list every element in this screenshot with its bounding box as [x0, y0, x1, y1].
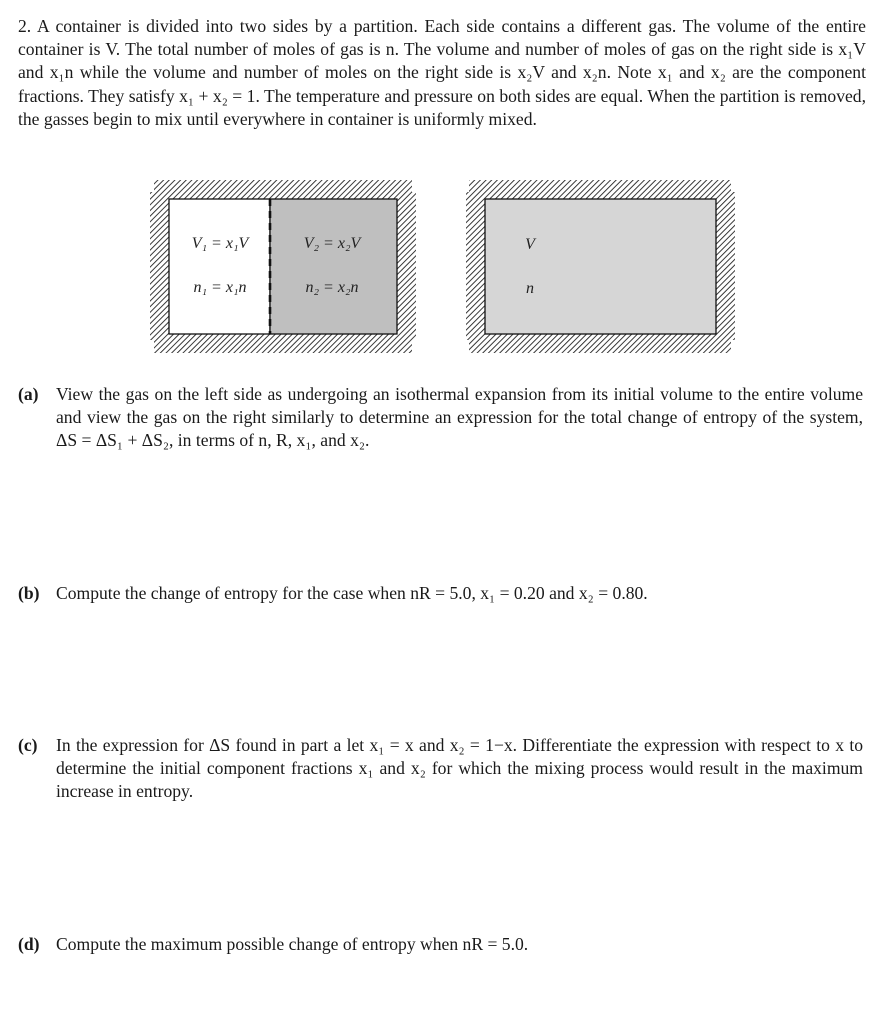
container-wall-bottom [469, 334, 731, 353]
container-figure [148, 178, 738, 358]
part-c [18, 734, 863, 804]
container-wall-top [469, 180, 731, 199]
v1-label: V₁ = x₁V [191, 235, 249, 252]
v2-label: V₂ = x₂V [303, 235, 361, 252]
part-d-label: (d) [18, 934, 40, 954]
container-wall-right [716, 192, 735, 340]
part-c-label: (c) [18, 735, 38, 755]
container-wall-top [154, 180, 412, 199]
right-gas-region [270, 199, 397, 334]
partitioned-container [150, 180, 416, 353]
mixed-gas-region [485, 199, 716, 334]
left-gas-region [169, 199, 270, 334]
problem-statement: 2. A container is divided into two sides by a partition. Each side contains a different gas. The volume of the entire container is V. The total number of moles of gas is n. The volume and number of moles of gas on the right side is x₁V and x₁n while the volume and number of moles on the right side is x₂V and x₂n. Note x₁ and x₂ are the component fractions. They satisfy x₁ + x₂ = 1. The temperature and pressure on both sides are equal. When the partition is removed, the gasses begin to mix until everywhere in container is uniformly mixed. [18, 16, 866, 129]
mixed-container [466, 180, 735, 353]
part-d [18, 933, 863, 956]
part-b [18, 582, 863, 605]
container-wall-left [466, 192, 485, 340]
part-d-text: Compute the maximum possible change of entropy when nR = 5.0. [56, 934, 529, 954]
part-b-label: (b) [18, 583, 40, 603]
part-a [18, 383, 863, 453]
v-label: V [525, 236, 535, 253]
container-wall-bottom [154, 334, 412, 353]
part-a-label: (a) [18, 384, 39, 404]
container-wall-right [397, 192, 416, 340]
part-b-text: Compute the change of entropy for the case when nR = 5.0, x₁ = 0.20 and x₂ = 0.80. [56, 583, 648, 603]
n2-label: n₂ = x₂n [305, 279, 359, 296]
container-wall-left [150, 192, 169, 340]
part-a-text: View the gas on the left side as undergoing an isothermal expansion from its initial volume to the entire volume and view the gas on the right similarly to determine an expression for the total change of entropy of the system, ΔS = ΔS₁ + ΔS₂, in terms of n, R, x₁, and x₂. [56, 384, 863, 451]
n1-label: n₁ = x₁n [193, 279, 247, 296]
n-label: n [526, 280, 534, 297]
part-c-text: In the expression for ΔS found in part a let x₁ = x and x₂ = 1−x. Differentiate the expression with respect to x to determine the initial component fractions x₁ and x₂ for which the mixing process would result in the maximum increase in entropy. [56, 735, 863, 802]
